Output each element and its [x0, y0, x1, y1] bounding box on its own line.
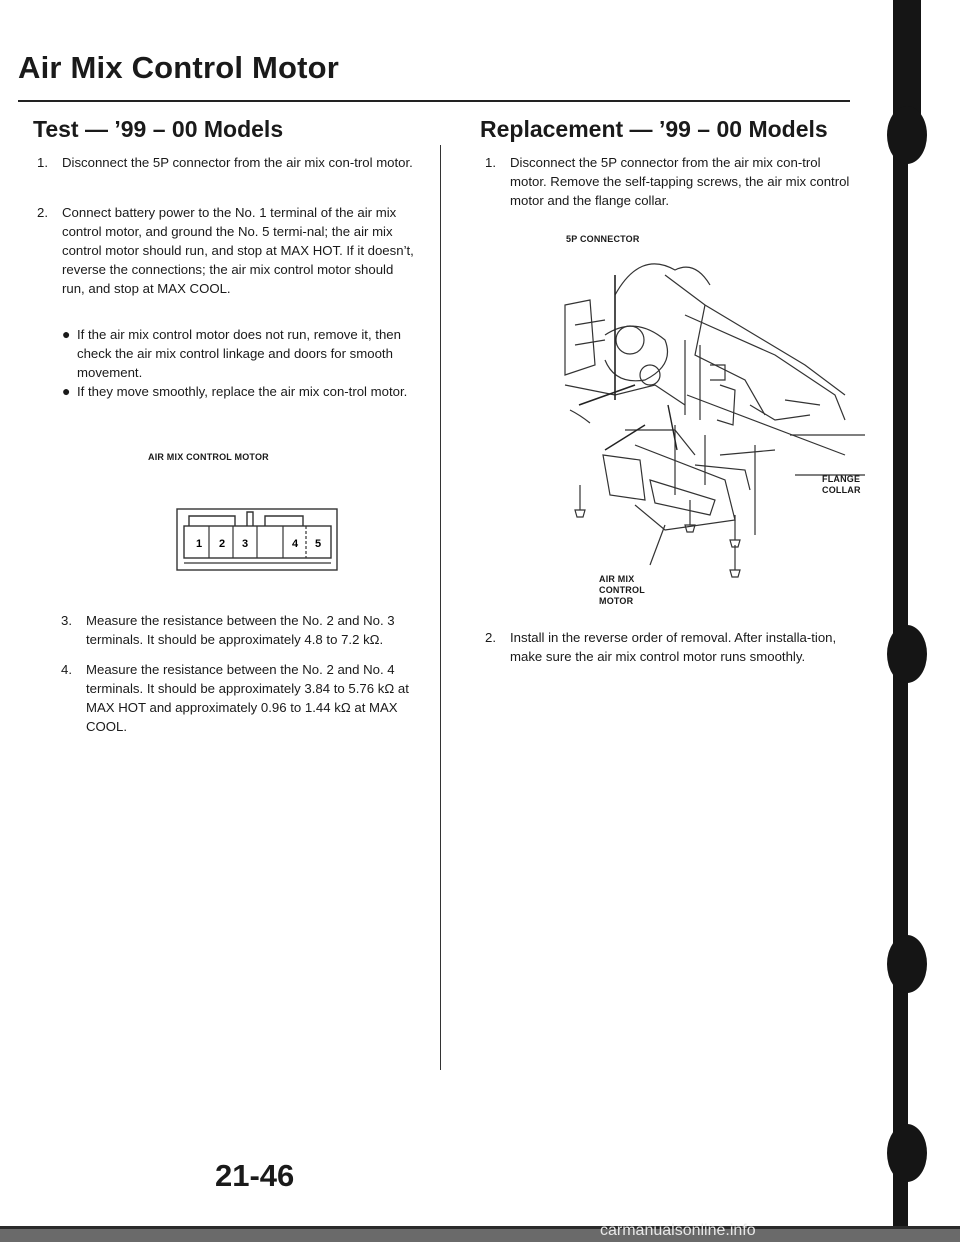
step-number: 2. [485, 630, 496, 645]
label-flange-collar [822, 474, 861, 496]
bullet-text: If the air mix control motor does not run, remove it, then check the air mix control linkage and doors for smooth movement. [77, 327, 401, 380]
test-heading: Test — ’99 – 00 Models [33, 116, 284, 142]
terminal-4: 4 [292, 538, 299, 550]
bullet-text: If they move smoothly, replace the air mix con-trol motor. [77, 384, 408, 399]
title-rule [18, 100, 850, 102]
test-step-3 [61, 611, 416, 649]
step-text: Disconnect the 5P connector from the air mix con-trol motor. [62, 155, 413, 170]
test-step-1 [37, 153, 414, 172]
edge-tab-marker [887, 106, 927, 164]
label-line: CONTROL [599, 585, 645, 595]
test-bullet-1 [62, 325, 414, 382]
step-number: 3. [61, 613, 72, 628]
test-step-4 [61, 660, 416, 736]
terminal-2: 2 [219, 538, 226, 550]
footer-ribbon [0, 1229, 960, 1242]
motor-figure-caption: AIR MIX CONTROL MOTOR [148, 452, 269, 462]
step-number: 1. [485, 155, 496, 170]
test-step-2 [37, 203, 414, 298]
connector-diagram [175, 508, 340, 572]
edge-tab-marker [887, 625, 927, 683]
terminal-1: 1 [196, 538, 203, 550]
column-divider [440, 145, 441, 1070]
step-text: Install in the reverse order of removal. After installa-tion, make sure the air mix control motor runs smoothly. [510, 630, 837, 664]
test-bullet-2 [62, 382, 414, 401]
step-text: Measure the resistance between the No. 2 and No. 4 terminals. It should be approximately 3.84 to 5.76 kΩ at MAX HOT and approximately 0.96 to 1.44 kΩ at MAX COOL. [86, 662, 409, 734]
replacement-heading: Replacement — ’99 – 00 Models [480, 116, 828, 142]
label-line: MOTOR [599, 596, 634, 606]
step-text: Disconnect the 5P connector from the air mix con-trol motor. Remove the self-tapping screws, the air mix control motor and the flange collar. [510, 155, 850, 208]
motor-replacement-illustration [545, 245, 880, 590]
bullet-dot: ● [62, 326, 71, 342]
label-line: COLLAR [822, 485, 861, 495]
edge-tab-marker [887, 1124, 927, 1182]
page-number: 21-46 [215, 1158, 295, 1193]
terminal-5: 5 [315, 538, 322, 550]
replacement-step-1 [485, 153, 857, 210]
bullet-dot: ● [62, 383, 71, 399]
replacement-step-2 [485, 628, 857, 666]
step-text: Connect battery power to the No. 1 terminal of the air mix control motor, and ground the No. 5 termi-nal; the air mix control motor should run, and stop at MAX HOT. If it doesn’t, reverse the connections; the air mix control motor should run, and stop at MAX COOL. [62, 205, 414, 296]
step-text: Measure the resistance between the No. 2 and No. 3 terminals. It should be approximately 4.8 to 7.2 kΩ. [86, 613, 395, 647]
label-line: AIR MIX [599, 574, 635, 584]
step-number: 2. [37, 205, 48, 220]
label-5p-connector: 5P CONNECTOR [566, 234, 640, 244]
label-air-mix-control-motor [599, 574, 645, 607]
page-title: Air Mix Control Motor [18, 50, 340, 85]
step-number: 4. [61, 662, 72, 677]
edge-bar [893, 0, 908, 1242]
label-line: FLANGE [822, 474, 861, 484]
edge-tab-marker [887, 935, 927, 993]
step-number: 1. [37, 155, 48, 170]
terminal-3: 3 [242, 538, 249, 550]
watermark-text: carmanualsonline.info [600, 1222, 756, 1239]
